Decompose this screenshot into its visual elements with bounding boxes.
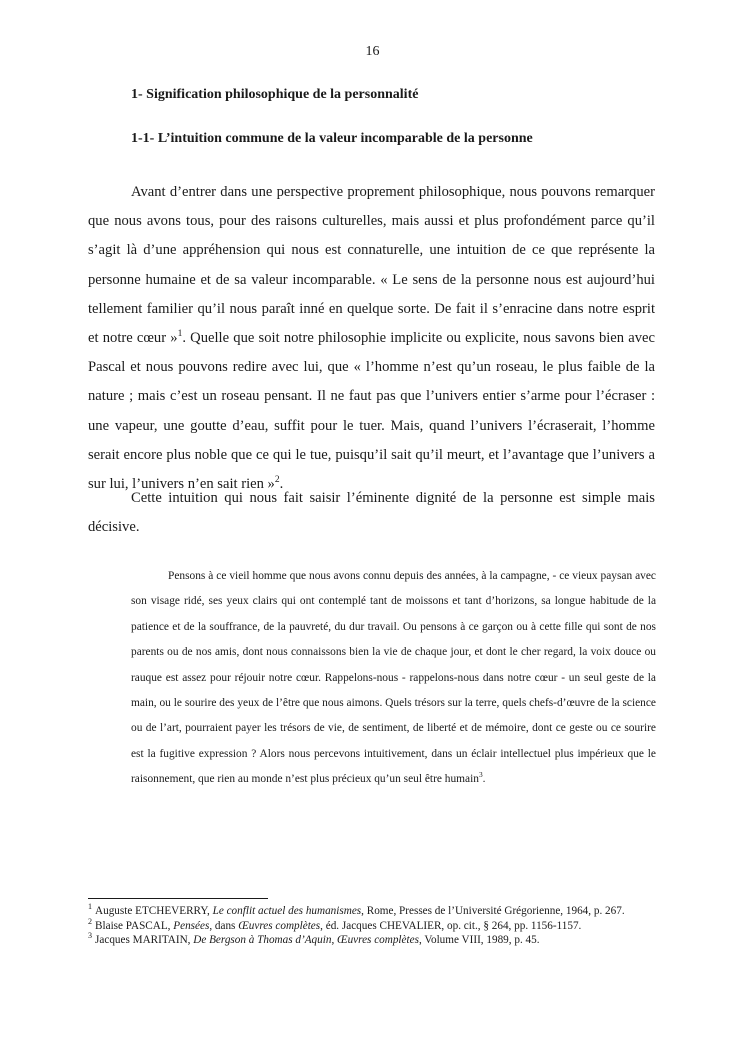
body-paragraph-2: Cette intuition qui nous fait saisir l’éminente dignité de la personne est simple mais décisive.: [88, 490, 655, 536]
footnote-number: 2: [88, 916, 93, 926]
footnote: [88, 904, 655, 919]
footnote-separator: [88, 898, 268, 899]
footnote-rest: , éd. Jacques CHEVALIER, op. cit., § 264, pp. 1156-1157.: [320, 919, 582, 932]
footnote-author: Jacques MARITAIN,: [95, 934, 194, 947]
footnote: [88, 916, 655, 934]
footnote-number: 3: [88, 931, 93, 941]
footnote-number: 1: [88, 902, 93, 912]
footnote-title: Pensées: [173, 919, 210, 932]
body-paragraph-1: [88, 178, 655, 499]
paragraph-text: .: [279, 476, 284, 493]
footnote-ref-1: 1: [177, 329, 183, 340]
footnotes: [88, 904, 655, 948]
footnote-author: Blaise PASCAL,: [95, 919, 174, 932]
quote-text: .: [482, 773, 486, 786]
footnote-title: Le conflit actuel des humanismes: [212, 905, 362, 917]
footnote-rest: , Volume VIII, 1989, p. 45.: [418, 934, 540, 947]
quote-text: Pensons à ce vieil homme que nous avons connu depuis des années, à la campagne, - ce vieux paysan avec son visage ridé, ses yeux clairs qui ont contemplé tant de moissons et tant d’horizons, sa longue habitude de la patience et de la souffrance, de la pauvreté, du dur travail. Ou pensons à ce garçon ou à cette fille qui sont de nos parents ou de nos amis, dont nous connaissons bien la vie de chaque jour, et dont le cher regard, la voix douce ou rauque est assez pour réjouir notre cœur. Rappelons-nous - rappelons-nous dans notre cœur - un seul geste de la main, ou le sourire des yeux de l’être que nous aimons. Quels trésors sur la terre, quels chefs-d’œuvre de la science ou de l’art, pourraient payer les trésors de vie, de sentiment, de liberté et de mémoire, dont ce geste ou ce sourire est la fugitive expression ? Alors nous percevons intuitivement, dans un éclair intellectuel plus impérieux que le raisonnement, que rien au monde n’est plus précieux qu’un seul être humain: [131, 570, 656, 786]
footnote-ref-3: 3: [478, 770, 483, 780]
footnote-title: Œuvres complètes: [238, 919, 321, 932]
footnote-mid: , dans: [209, 919, 239, 932]
block-quote: [131, 564, 656, 793]
footnote-ref-2: 2: [274, 475, 280, 486]
footnote-title: Œuvres complètes: [337, 934, 419, 947]
footnote-rest: , Rome, Presses de l’Université Grégorienne, 1964, p. 267.: [361, 905, 625, 917]
paragraph-text: . Quelle que soit notre philosophie implicite ou explicite, nous savons bien avec Pascal et nous pouvons redire avec lui, que « l’homme n’est qu’un roseau, le plus faible de la nature ; mais c’est un roseau pensant. Il ne faut pas que l’univers entier s’arme pour l’écraser : une vapeur, une goutte d’eau, suffit pour le tuer. Mais, quand l’univers l’écraserait, l’homme serait encore plus noble que ce qui le tue, puisqu’il sait qu’il meurt, et l’avantage que l’univers a sur lui, l’univers n’en sait rien »: [88, 330, 655, 493]
footnote-title: De Bergson à Thomas d’Aquin: [193, 934, 332, 947]
subsection-heading: 1-1- L’intuition commune de la valeur incomparable de la personne: [131, 131, 533, 146]
paragraph-text: Avant d’entrer dans une perspective proprement philosophique, nous pouvons remarquer que nous avons tous, pour des raisons culturelles, mais aussi et plus profondément parce qu’il s’agit là d’une appréhension qui nous est connaturelle, une intuition de ce que représente la personne humaine et de sa valeur incomparable. « Le sens de la personne nous est aujourd’hui tellement familier qu’il nous paraît inné en quelque sorte. De fait il s’enracine dans notre esprit et notre cœur »: [88, 184, 655, 347]
page-number: 16: [365, 44, 380, 59]
section-heading: 1- Signification philosophique de la personnalité: [131, 87, 419, 102]
footnote: [88, 933, 655, 948]
footnote-mid: ,: [331, 934, 338, 947]
footnote-author: Auguste ETCHEVERRY,: [95, 905, 213, 917]
